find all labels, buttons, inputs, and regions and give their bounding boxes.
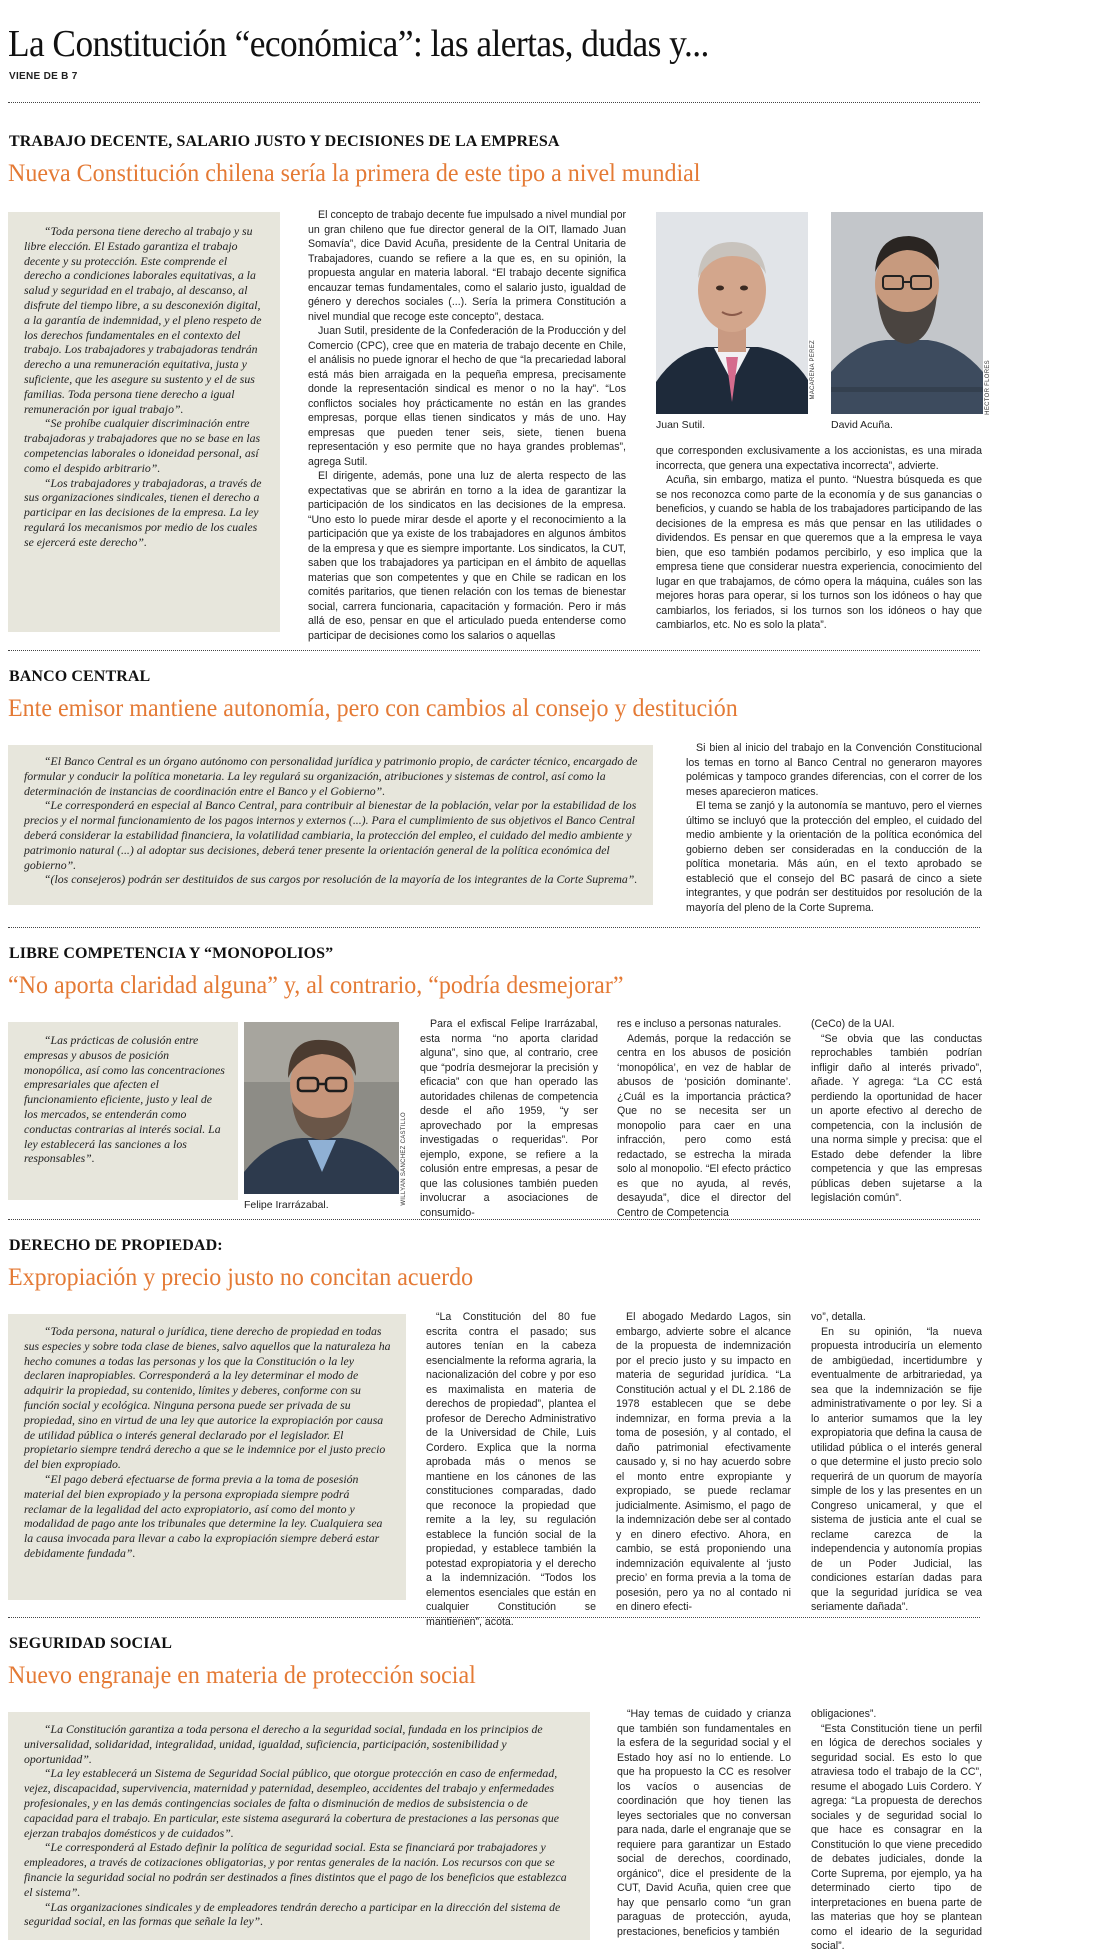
- photo-felipe-irarrazabal: [244, 1022, 399, 1194]
- article-paragraph: “Esta Constitución tiene un perfil en lógica de derechos sociales y seguridad social. Es esto lo que atraviesa todo el trabajo de la CC”, resume el abogado Luis Cordero. Y agrega: “La propuesta de derechos sociales y de seguridad social lo que hace es consagrar en la Constitución lo que viene precedido de debates judiciales, donde la Corte Suprema, por ejemplo, ya ha determinado cierto tipo de interpretaciones en buena parte de las materias que hoy se plantean como el ideario de la seguridad social”.: [811, 1722, 982, 1952]
- section-kicker-seguridad-social: SEGURIDAD SOCIAL: [9, 1635, 172, 1652]
- photo-juan-sutil: [656, 212, 808, 414]
- article-column-libre-competencia-1: [420, 1017, 598, 1220]
- article-paragraph: Juan Sutil, presidente de la Confederación de la Producción y del Comercio (CPC), cree que en materia de trabajo decente en Chile, el análisis no puede ignorar el hecho de que “la precariedad laboral está más bien arraigada en la pequeña empresa, precisamente donde la representación sindical es menor o no la hay”. “Los conflictos sociales hoy prácticamente no están en las grandes empresas, porque ellas tienen sindicatos y más de uno. Hay empresas que pueden tener seis, siete, tienen buena representación y eso permite que no haya grandes problemas”, agrega Sutil.: [308, 325, 626, 468]
- section-kicker-propiedad: DERECHO DE PROPIEDAD:: [9, 1237, 223, 1254]
- article-paragraph: “La Constitución del 80 fue escrita contra el pasado; sus autores tenían en la cabeza esencialmente la reforma agraria, la nacionalización del cobre y por eso es maximalista en materia de derechos de propiedad”, plantea el profesor de Derecho Administrativo de la Universidad de Chile, Luis Cordero. Explica que la norma aprobada más o menos se mantiene en los cánones de las constituciones comparadas, dado que reconoce la propiedad que remite a la ley, su regulación establece la función social de la propiedad, y establece también la potestad expropiatoria y el derecho a la indemnización. “Todos los elementos esenciales que están en cualquier Constitución se mantienen”, acota.: [426, 1311, 596, 1628]
- page-title: La Constitución “económica”: las alertas, dudas y...: [8, 23, 709, 65]
- divider: [8, 650, 980, 651]
- photo-credit: MACARENA PÉREZ: [810, 340, 816, 400]
- section-kicker-banco-central: BANCO CENTRAL: [9, 668, 151, 685]
- article-paragraph: En su opinión, “la nueva propuesta introduciría un elemento de ambigüedad, incertidumbre y eventualmente de arbitrariedad, ya sea que la indemnización se fije administrativamente o por ley. Si a lo anterior sumamos que la ley expropiatoria que defina la causa de utilidad pública o el interés general o que determine el justo precio solo requerirá de un quorum de mayoría simple de los y las presentes en un Congreso unicameral, y que el sistema de justicia ante el cual se reclame carezca de la independencia y autonomía propias de un Poder Judicial, las condiciones estarían dadas para que la seguridad jurídica se vea seriamente dañada”.: [811, 1325, 982, 1613]
- article-paragraph: obligaciones”.: [811, 1708, 877, 1720]
- photo-caption: David Acuña.: [831, 419, 893, 431]
- article-column-trabajo-2: [656, 444, 982, 633]
- article-column-propiedad-3: [811, 1310, 982, 1615]
- divider: [8, 927, 980, 928]
- quote-paragraph: “Los trabajadores y trabajadoras, a través de sus organizaciones sindicales, tienen el derecho a participar en las decisiones de la empresa. La ley regulará los mecanismos por medio de los cuales se ejercerá este derecho”.: [24, 475, 262, 549]
- article-column-seguridad-social-2: [811, 1707, 982, 1954]
- article-paragraph: “Se obvia que las conductas reprochables también podrían infligir daño al interés privado”, añade. Y agrega: “La CC está perdiendo la oportunidad de hacer un aporte efectivo al derecho de competencia, con la inclusión de una norma simple y precisa: que el Estado debe defender la libre competencia y que las empresas públicas deben sujetarse a la legislación común”.: [811, 1032, 982, 1204]
- article-paragraph: (CeCo) de la UAI.: [811, 1018, 895, 1030]
- section-headline-banco-central: Ente emisor mantiene autonomía, pero con cambios al consejo y destitución: [8, 695, 738, 722]
- quote-paragraph: “El pago deberá efectuarse de forma previa a la toma de posesión material del bien expropiado y la persona expropiada siempre podrá reclamar de la legalidad del acto expropiatorio, así como del monto y modalidad de pago ante los tribunales que determine la ley. Cualquiera sea la causa invocada para llevar a cabo la expropiación siempre deberá estar debidamente fundada”.: [24, 1471, 383, 1560]
- quote-paragraph: “La ley establecerá un Sistema de Seguridad Social público, que otorgue protección en caso de enfermedad, vejez, discapacidad, supervivencia, maternidad y paternidad, desempleo, accidentes del trabajo y enfermedades profesionales, y en las demás contingencias sociales de falta o disminución de medios de subsistencia o de capacidad para el trabajo. En particular, este sistema asegurará la cobertura de prestaciones a las personas que ejerzan trabajos domésticos y de cuidados”.: [24, 1766, 559, 1840]
- photo-david-acuna: [831, 212, 983, 414]
- quote-paragraph: “La Constitución garantiza a toda persona el derecho a la seguridad social, fundada en los principios de universalidad, solidaridad, integralidad, unidad, igualdad, suficiencia, participación, sostenibilidad y oportunidad”.: [24, 1722, 543, 1766]
- quote-paragraph: “Le corresponderá en especial al Banco Central, para contribuir al bienestar de la población, velar por la estabilidad de los precios y el normal funcionamiento de los pagos internos y externos (...). Para el cumplimiento de sus objetivos el Banco Central deberá considerar la estabilidad financiera, la volatilidad cambiaria, la protección del empleo, el cuidado del medio ambiente y patrimonio natural (...) al adoptar sus decisiones, deberá tener presente la orientación general de la política económica del gobierno”.: [24, 798, 637, 872]
- quote-paragraph: “Se prohíbe cualquier discriminación entre trabajadoras y trabajadores que no se base en las competencias laborales o idoneidad personal, así como el despido arbitrario”.: [24, 416, 261, 475]
- article-paragraph: que corresponden exclusivamente a los accionistas, es una mirada incorrecta, que genera una expectativa incorrecta”, advierte.: [656, 445, 982, 472]
- article-paragraph: El dirigente, además, pone una luz de alerta respecto de las expectativas que se abrirán en torno a la idea de garantizar la participación de los sindicatos en las decisiones de la empresa. “Uno esto lo puede mirar desde el aporte y el reconocimiento a la participación que ya existe de los trabajadores en algunos ámbitos de la empresa y que es siempre importante. Los sindicatos, la CUT, saben que los trabajadores ya participan en el ámbito de aquellas materias que son competentes y que en Chile se radican en los comités paritarios, que tienen relación con los temas de bienestar social, carrera funcionaria, capacitación y formación. Pero ir más allá de eso, pensar en que el articulado pueda entenderse como participar de decisiones como los salarios o aquellas: [308, 470, 626, 642]
- article-paragraph: Acuña, sin embargo, matiza el punto. “Nuestra búsqueda es que se nos reconozca como parte de la economía y de sus ganancias o beneficios, y cuando se habla de los trabajadores participando de las decisiones de la empresa es más que pensar en las utilidades o dividendos. Es pensar en que queremos que a la empresa le vaya bien, que eso también podamos percibirlo, y eso implica que la empresa tiene que considerar nuestra experiencia, conocimiento del lugar en que trabajamos, de cómo opera la máquina, cuáles son las mejores horas para operar, si los turnos son los idóneos o hay que cambiarlos, los feriados, si los turnos son los idóneos o hay que cambiarlos, etc. No es solo la plata”.: [656, 474, 982, 631]
- article-column-libre-competencia-3: [811, 1017, 982, 1206]
- section-headline-libre-competencia: “No aporta claridad alguna” y, al contrario, “podría desmejorar”: [8, 972, 624, 999]
- constitution-quote-propiedad: [8, 1314, 406, 1600]
- constitution-quote-libre-competencia: [8, 1022, 238, 1200]
- constitution-quote-banco-central: [8, 745, 653, 905]
- photo-caption: Juan Sutil.: [656, 419, 706, 431]
- quote-paragraph: “(los consejeros) podrán ser destituidos de sus cargos por resolución de la mayoría de los integrantes de la Corte Suprema”.: [44, 872, 638, 887]
- article-column-propiedad-1: [426, 1310, 596, 1629]
- quote-paragraph: “Las prácticas de colusión entre empresas y abusos de posición monopólica, así como las concentraciones empresariales que afecten el funcionamiento eficiente, justo y leal de los mercados, se entenderán como conductas contrarias al interés social. La ley establecerá las sanciones a los responsables”.: [24, 1033, 225, 1166]
- article-column-seguridad-social-1: [617, 1707, 791, 1939]
- section-kicker-trabajo: TRABAJO DECENTE, SALARIO JUSTO Y DECISIONES DE LA EMPRESA: [9, 133, 560, 150]
- article-paragraph: Además, porque la redacción se centra en los abusos de posición ‘monopólica’, en vez de hablar de abusos de ‘posición dominante’. ¿Cuál es la importancia práctica? Que no se necesita ser un monopolio para caer en una infracción, pero como está redactado, se estrecha la mirada solo al monopolio. “El efecto práctico es que no ayuda, al revés, desayuda”, dice el director del Centro de Competencia: [617, 1032, 791, 1219]
- photo-credit: HÉCTOR FLORES: [985, 360, 991, 415]
- photo-credit: WILLYAN SÁNCHEZ CASTILLO: [401, 1112, 407, 1206]
- portrait-illustration: [656, 212, 808, 414]
- divider: [8, 1219, 980, 1220]
- quote-paragraph: “Toda persona tiene derecho al trabajo y su libre elección. El Estado garantiza el trabajo decente y su protección. Este comprende el derecho a condiciones laborales equitativas, a la salud y seguridad en el trabajo, al descanso, al disfrute del tiempo libre, a su desconexión digital, a la garantía de indemnidad, y el pleno respeto de los derechos fundamentales en el contexto del trabajo. Los trabajadores y trabajadoras tendrán derecho a una remuneración equitativa, justa y suficiente, que les asegure su sustento y el de sus familias. Toda persona tiene derecho a igual remuneración por igual trabajo”.: [24, 224, 262, 416]
- section-kicker-libre-competencia: LIBRE COMPETENCIA Y “MONOPOLIOS”: [9, 945, 334, 962]
- quote-paragraph: “El Banco Central es un órgano autónomo con personalidad jurídica y patrimonio propio, de carácter técnico, encargado de formular y conducir la política monetaria. La ley regulará su organización, atribuciones y sistemas de control, así como la determinación de instancias de coordinación entre el Banco y el Gobierno”.: [24, 754, 638, 798]
- constitution-quote-seguridad-social: [8, 1712, 590, 1940]
- article-paragraph: vo”, detalla.: [811, 1311, 866, 1323]
- divider: [8, 1617, 980, 1618]
- article-column-trabajo-1: [308, 208, 626, 643]
- quote-paragraph: “Le corresponderá al Estado definir la política de seguridad social. Esta se financiará por trabajadores y empleadores, a través de cotizaciones obligatorias, y por rentas generales de la nación. Los recursos con que se financie la seguridad social no podrán ser destinados a fines distintos que el pago de los beneficios que establezca el sistema”.: [24, 1840, 567, 1899]
- continued-from: VIENE DE B 7: [9, 71, 78, 82]
- article-paragraph: Si bien al inicio del trabajo en la Convención Constitucional los temas en torno al Banco Central no generaron mayores polémicas y tampoco grandes diferencias, con el correr de los meses aparecieron matices.: [686, 742, 982, 798]
- article-paragraph: Para el exfiscal Felipe Irarrázabal, esta norma “no aporta claridad alguna”, sino que, al contrario, cree que “podría desmejorar la precisión y eficacia” con que han operado las autoridades chilenas de competencia desde el año 1959, “y ser aprovechado por la empresas investigadas o requeridas”. Por ejemplo, expone, se refiere a la colusión entre empresas, a pesar de que las colusiones también pueden involucrar a asociaciones de consumido-: [420, 1018, 598, 1219]
- quote-paragraph: “Las organizaciones sindicales y de empleadores tendrán derecho a participar en la dirección del sistema de seguridad social, en las formas que señale la ley”.: [24, 1899, 561, 1929]
- article-column-banco-central: [686, 741, 982, 915]
- portrait-illustration: [831, 212, 983, 414]
- section-headline-propiedad: Expropiación y precio justo no concitan acuerdo: [8, 1264, 474, 1291]
- article-paragraph: res e incluso a personas naturales.: [617, 1018, 782, 1030]
- portrait-illustration: [244, 1022, 399, 1194]
- section-headline-trabajo: Nueva Constitución chilena sería la primera de este tipo a nivel mundial: [8, 160, 701, 187]
- divider: [8, 102, 980, 103]
- article-paragraph: El concepto de trabajo decente fue impulsado a nivel mundial por un gran chileno que fue director general de la OIT, llamado Juan Somavía”, dice David Acuña, presidente de la Central Unitaria de Trabajadores, cuando se refiere a la que es, en su opinión, la propuesta angular en materia laboral. “El trabajo decente significa encauzar temas fundamentales, como el salario justo, igualdad de género y derechos sociales (...). Sería la primera Constitución a nivel mundial que recoge este concepto”, destaca.: [308, 209, 626, 323]
- section-headline-seguridad-social: Nuevo engranaje en materia de protección social: [8, 1662, 476, 1689]
- article-column-propiedad-2: [616, 1310, 791, 1615]
- article-paragraph: El abogado Medardo Lagos, sin embargo, advierte sobre el alcance de la propuesta de indemnización por el precio justo y su impacto en materia de seguridad jurídica. “La Constitución actual y el DL 2.186 de 1978 establecen que se debe indemnizar, en forma previa a la toma de posesión, y al contado, el daño patrimonial efectivamente causado y, si no hay acuerdo sobre el monto entre expropiante y expropiado, se puede reclamar judicialmente. Asimismo, el pago de la indemnización debe ser al contado y en dinero efectivo. Ahora, en cambio, se está proponiendo una indemnización equivalente al ‘justo precio’ en forma previa a la toma de posesión, pero ya no al contado ni en dinero efecti-: [616, 1311, 791, 1613]
- photo-caption: Felipe Irarrázabal.: [244, 1199, 329, 1211]
- quote-paragraph: “Toda persona, natural o jurídica, tiene derecho de propiedad en todas sus especies y sobre toda clase de bienes, salvo aquellos que la naturaleza ha hecho comunes a todas las personas y los que la Constitución o la ley declaren inapropiables. Corresponderá a la ley determinar el modo de adquirir la propiedad, su contenido, límites y deberes, conforme con su función social y ecológica. Ninguna persona puede ser privada de su propiedad, sino en virtud de una ley que autorice la expropiación por causa de utilidad pública o interés general declarado por el legislador. El propietario siempre tendrá derecho a que se le indemnice por el justo precio del bien expropiado.: [24, 1324, 391, 1472]
- article-column-libre-competencia-2: [617, 1017, 791, 1220]
- article-paragraph: El tema se zanjó y la autonomía se mantuvo, pero el viernes último se incluyó que la protección del empleo, el cuidado del medio ambiente y la orientación de la política económica del gobierno deben ser consideradas en la conducción de la política monetaria. Más aún, en el texto aprobado se estableció que el consejo del BC pasará de cinco a siete integrantes, y que podrán ser destituidos por resolución de la mayoría del pleno de la Corte Suprema.: [686, 800, 982, 914]
- constitution-quote-trabajo: [8, 212, 280, 632]
- article-paragraph: “Hay temas de cuidado y crianza que también son fundamentales en la esfera de la seguridad social y el Estado hoy así no lo entiende. Lo que ha propuesto la CC es resolver los vacíos o ausencias de coordinación que hoy tienen las leyes sectoriales que no conversan para nada, darle el engranaje que se requiere para garantizar un Estado social de derechos, coordinado, orgánico”, dice el presidente de la CUT, David Acuña, quien cree que hay que pensarlo como “un gran paraguas de protección, ayuda, prestaciones, beneficios y también: [617, 1708, 791, 1938]
